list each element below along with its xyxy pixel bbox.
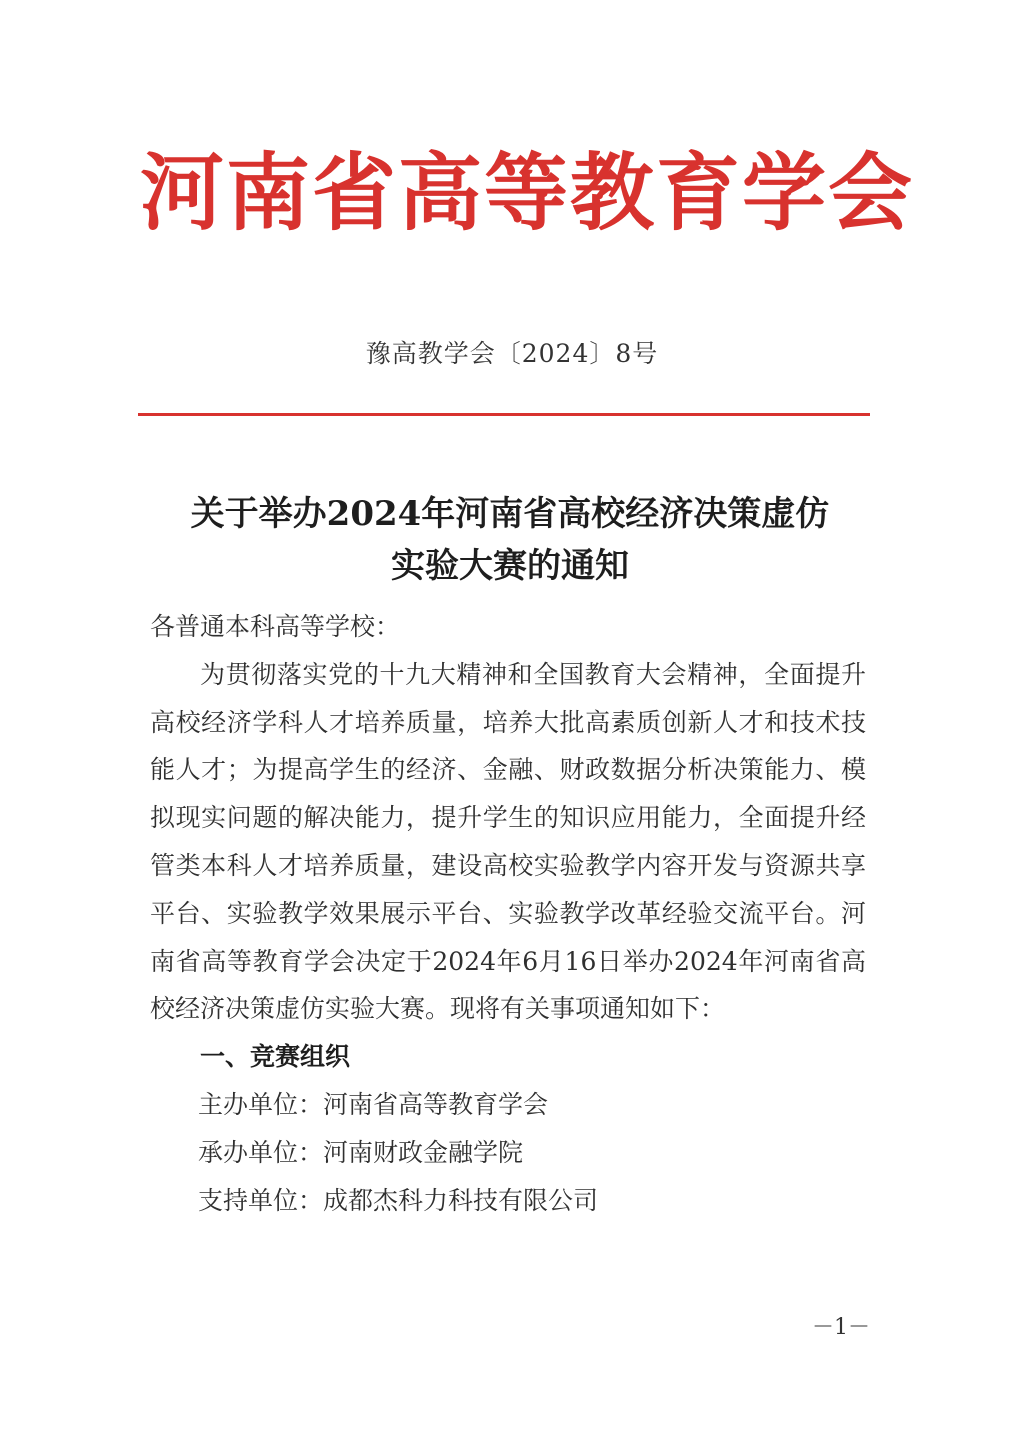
page-number: －1－ [812,1315,870,1340]
salutation: 各普通本科高等学校： [150,612,401,641]
intro-paragraph: 为贯彻落实党的十九大精神和全国教育大会精神，全面提升高校经济学科人才培养质量，培养大批高素质创新人才和技术技能人才；为提高学生的经济、金融、财政数据分析决策能力、模拟现实问题的解决能力，提升学生的知识应用能力，全面提升经管类本科人才培养质量，建设高校实验教学内容开发与资源共享平台、实验教学效果展示平台、实验教学改革经验交流平台。河南省高等教育学会决定于2024年6月16日举办2024年河南省高校经济决策虚仿实验大赛。现将有关事项通知如下： [150,659,866,1024]
document-title-line-1: 关于举办2024年河南省高校经济决策虚仿 [190,494,830,534]
document-number: 豫高教学会〔2024〕8号 [365,339,659,368]
red-divider-rule [138,413,870,416]
organization-header: 河南省高等教育学会 [140,144,915,242]
organizer-line-supporter: 支持单位：成都杰科力科技有限公司 [198,1185,599,1215]
section-heading-competition-organization: 一、竞赛组织 [200,1042,351,1072]
document-title-line-2: 实验大赛的通知 [391,546,629,586]
organizer-line-undertaker: 承办单位：河南财政金融学院 [198,1137,524,1167]
document-body [150,603,866,1224]
document-title [140,488,880,592]
organizer-line-host: 主办单位：河南省高等教育学会 [198,1089,549,1119]
